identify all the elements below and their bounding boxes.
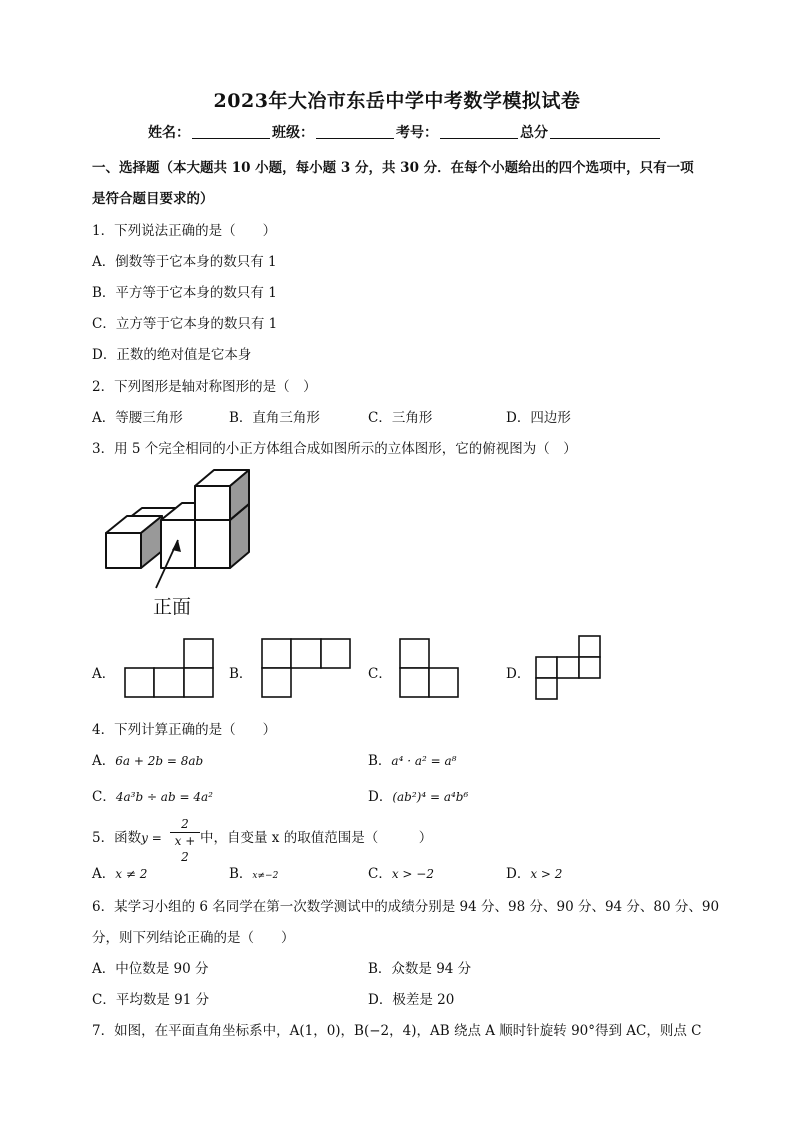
q4-option-d-label: D． [368, 789, 393, 805]
student-info-row [148, 122, 662, 142]
q5-stem-post: 中，自变量 x 的取值范围是（ ） [200, 830, 433, 846]
q4-option-b-math: a⁴ · a² = a⁸ [391, 754, 457, 768]
q4-option-d-math: (ab²)⁴ = a⁴b⁶ [392, 790, 469, 804]
q1-option-d: D．正数的绝对值是它本身 [92, 347, 252, 363]
q2-option-c: C．三角形 [368, 410, 433, 426]
score-blank[interactable] [550, 124, 660, 139]
q6-option-b: B．众数是 94 分 [368, 961, 472, 977]
page-title: 2023年大冶市东岳中学中考数学模拟试卷 [213, 90, 581, 112]
id-label: 考号： [396, 125, 438, 141]
q5-fraction-denominator: x + 2 [174, 834, 196, 864]
q5-option-d-label: D． [506, 866, 531, 882]
q6-stem-line2: 分，则下列结论正确的是（ ） [92, 930, 295, 946]
q2-option-a: A．等腰三角形 [92, 410, 183, 426]
q2-option-d: D．四边形 [506, 410, 571, 426]
score-label: 总分 [520, 125, 548, 141]
q6-option-a: A．中位数是 90 分 [92, 961, 209, 977]
q1-option-b: B．平方等于它本身的数只有 1 [92, 285, 277, 301]
q5-option-c-math: x > −2 [391, 867, 434, 881]
q5-option-a-label: A． [92, 866, 116, 882]
q3-option-c-label: C． [368, 666, 392, 682]
q5-stem-pre-text: 5．函数 [92, 830, 142, 846]
q1-stem: 1．下列说法正确的是（ ） [92, 223, 277, 239]
name-label: 姓名： [148, 125, 190, 141]
q3-cube-figure [100, 470, 260, 590]
q4-stem: 4．下列计算正确的是（ ） [92, 722, 277, 738]
q4-option-b [368, 749, 456, 769]
q3-option-d-figure [535, 635, 601, 701]
q4-option-c-math: 4a³b ÷ ab = 4a² [115, 790, 213, 804]
q2-option-b: B．直角三角形 [229, 410, 320, 426]
q3-option-b-label: B． [229, 666, 253, 682]
q1-option-a: A．倒数等于它本身的数只有 1 [92, 254, 277, 270]
q5-option-d-math: x > 2 [530, 867, 563, 881]
q4-option-b-label: B． [368, 753, 392, 769]
q3-option-a-label: A． [92, 666, 116, 682]
q4-option-a-math: 6a + 2b = 8ab [115, 754, 204, 768]
q4-option-c [92, 785, 213, 805]
q3-stem: 3．用 5 个完全相同的小正方体组合成如图所示的立体图形，它的俯视图为（ ） [92, 441, 577, 457]
q5-option-c-label: C． [368, 866, 392, 882]
q6-option-d: D．极差是 20 [368, 992, 455, 1008]
q2-stem: 2．下列图形是轴对称图形的是（ ） [92, 379, 317, 395]
q5-option-b-label: B． [229, 866, 253, 882]
q5-option-c [368, 862, 434, 882]
q4-option-a-label: A． [92, 753, 116, 769]
q3-option-d-label: D． [506, 666, 531, 682]
q3-option-c-figure [399, 638, 459, 698]
q1-option-c: C．立方等于它本身的数只有 1 [92, 316, 278, 332]
section-heading-line2: 是符合题目要求的） [92, 191, 214, 207]
q5-fraction-numerator: 2 [170, 816, 200, 833]
q5-option-b-math: x≠−2 [252, 871, 279, 881]
q7-stem-line1: 7．如图，在平面直角坐标系中，A(1，0)，B(−2，4)，AB 绕点 A 顺时针旋转 90°得到 AC，则点 C [92, 1023, 702, 1039]
q3-front-label: 正面 [153, 596, 192, 618]
q6-stem-line1: 6．某学习小组的 6 名同学在第一次数学测试中的成绩分别是 94 分、98 分、90 分、94 分、80 分、90 [92, 899, 720, 915]
q5-y-equals: y = [141, 831, 162, 845]
q4-option-a [92, 749, 203, 769]
q5-stem-pre [92, 826, 162, 846]
q3-option-a-figure [124, 638, 214, 698]
q6-option-c: C．平均数是 91 分 [92, 992, 210, 1008]
q5-option-a [92, 862, 147, 882]
q4-option-d [368, 785, 468, 805]
section-heading-line1: 一、选择题（本大题共 10 小题，每小题 3 分，共 30 分．在每个小题给出的四个选项中，只有一项 [92, 160, 694, 176]
q5-fraction [170, 816, 200, 865]
class-label: 班级： [272, 125, 314, 141]
q5-option-b [229, 862, 278, 882]
q5-option-d [506, 862, 562, 882]
class-blank[interactable] [316, 124, 394, 139]
id-blank[interactable] [440, 124, 518, 139]
q4-option-c-label: C． [92, 789, 116, 805]
name-blank[interactable] [192, 124, 270, 139]
q5-option-a-math: x ≠ 2 [115, 867, 148, 881]
q3-option-b-figure [261, 638, 351, 698]
